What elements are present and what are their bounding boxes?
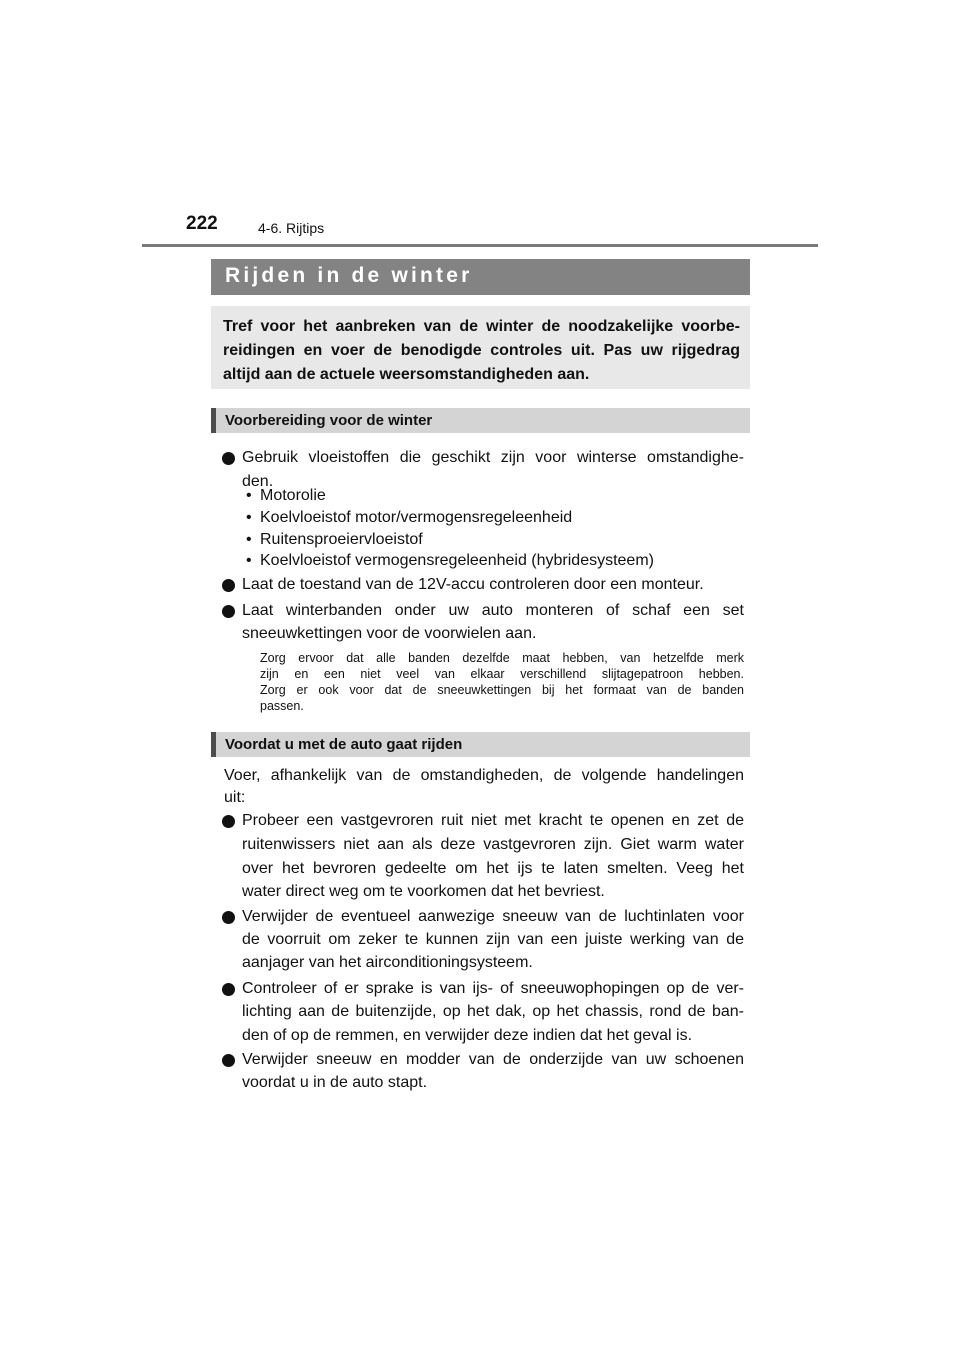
bullet-text: Verwijder de eventueel aanwezige sneeuw van de luchtinlaten voor — [242, 908, 744, 925]
section-label: 4-6. Rijtips — [258, 220, 325, 236]
sub-bullet-icon: • — [246, 487, 252, 504]
bullet-dot-icon — [222, 579, 235, 592]
note-text: passen. — [260, 699, 304, 713]
header-rule — [142, 244, 818, 247]
bullet-dot-icon — [222, 452, 235, 465]
note-text: Zorg er ook voor dat de sneeuwkettingen bij het formaat van de banden — [260, 683, 744, 697]
bullet-text: voordat u in de auto stapt. — [242, 1074, 428, 1091]
sub-bullet-icon: • — [246, 509, 252, 526]
bullet-text: ruitenwissers niet aan als deze vastgevroren zijn. Giet warm water — [242, 836, 744, 853]
bullet-text: de voorruit om zeker te kunnen zijn van een juiste werking van de — [242, 931, 744, 948]
bullet-text: Controleer of er sprake is van ijs- of sneeuwophopingen op de ver- — [242, 980, 744, 997]
section-intro: uit: — [224, 789, 246, 806]
sub-item: Koelvloeistof motor/vermogensregeleenheid — [260, 509, 573, 526]
bullet-text: Laat winterbanden onder uw auto monteren of schaf een set — [242, 602, 744, 619]
bullet-text: den. — [242, 473, 274, 490]
bullet-text: sneeuwkettingen voor de voorwielen aan. — [242, 625, 537, 642]
page-title: Rijden in de winter — [225, 264, 473, 287]
bullet-dot-icon — [222, 911, 235, 924]
bullet-dot-icon — [222, 605, 235, 618]
bullet-text: Gebruik vloeistoffen die geschikt zijn voor winterse omstandighe- — [242, 449, 744, 466]
bullet-text: Verwijder sneeuw en modder van de onderzijde van uw schoenen — [242, 1051, 744, 1068]
bullet-dot-icon — [222, 983, 235, 996]
bullet-text: aanjager van het airconditioningsysteem. — [242, 954, 533, 971]
bullet-text: Laat de toestand van de 12V-accu controleren door een monteur. — [242, 576, 704, 593]
bullet-text: den of op de remmen, en verwijder deze indien dat het geval is. — [242, 1027, 693, 1044]
note-text: zijn en een niet veel van elkaar verschillend slijtagepatroon hebben. — [260, 667, 744, 681]
intro-line: reidingen en voer de benodigde controles uit. Pas uw rijgedrag — [223, 342, 740, 359]
bullet-dot-icon — [222, 1054, 235, 1067]
sub-item: Koelvloeistof vermogensregeleenheid (hybridesysteem) — [260, 552, 654, 569]
sub-item: Motorolie — [260, 487, 326, 504]
note-text: Zorg ervoor dat alle banden dezelfde maat hebben, van hetzelfde merk — [260, 651, 744, 665]
page-number: 222 — [186, 213, 218, 234]
intro-line: Tref voor het aanbreken van de winter de noodzakelijke voorbe- — [223, 318, 740, 335]
bullet-text: over het bevroren gedeelte om het ijs te laten smelten. Veeg het — [242, 860, 744, 877]
bullet-text: water direct weg om te voorkomen dat het bevriest. — [242, 883, 605, 900]
section-heading: Voordat u met de auto gaat rijden — [225, 736, 463, 753]
intro-line: altijd aan de actuele weersomstandigheden aan. — [223, 366, 590, 383]
bullet-dot-icon — [222, 815, 235, 828]
sub-item: Ruitensproeiervloeistof — [260, 531, 423, 548]
section-intro: Voer, afhankelijk van de omstandigheden, de volgende handelingen — [224, 767, 744, 784]
sub-bullet-icon: • — [246, 531, 252, 548]
section-heading: Voorbereiding voor de winter — [225, 412, 433, 429]
bullet-text: lichting aan de buitenzijde, op het dak, op het chassis, rond de ban- — [242, 1003, 744, 1020]
bullet-text: Probeer een vastgevroren ruit niet met kracht te openen en zet de — [242, 812, 744, 829]
sub-bullet-icon: • — [246, 552, 252, 569]
